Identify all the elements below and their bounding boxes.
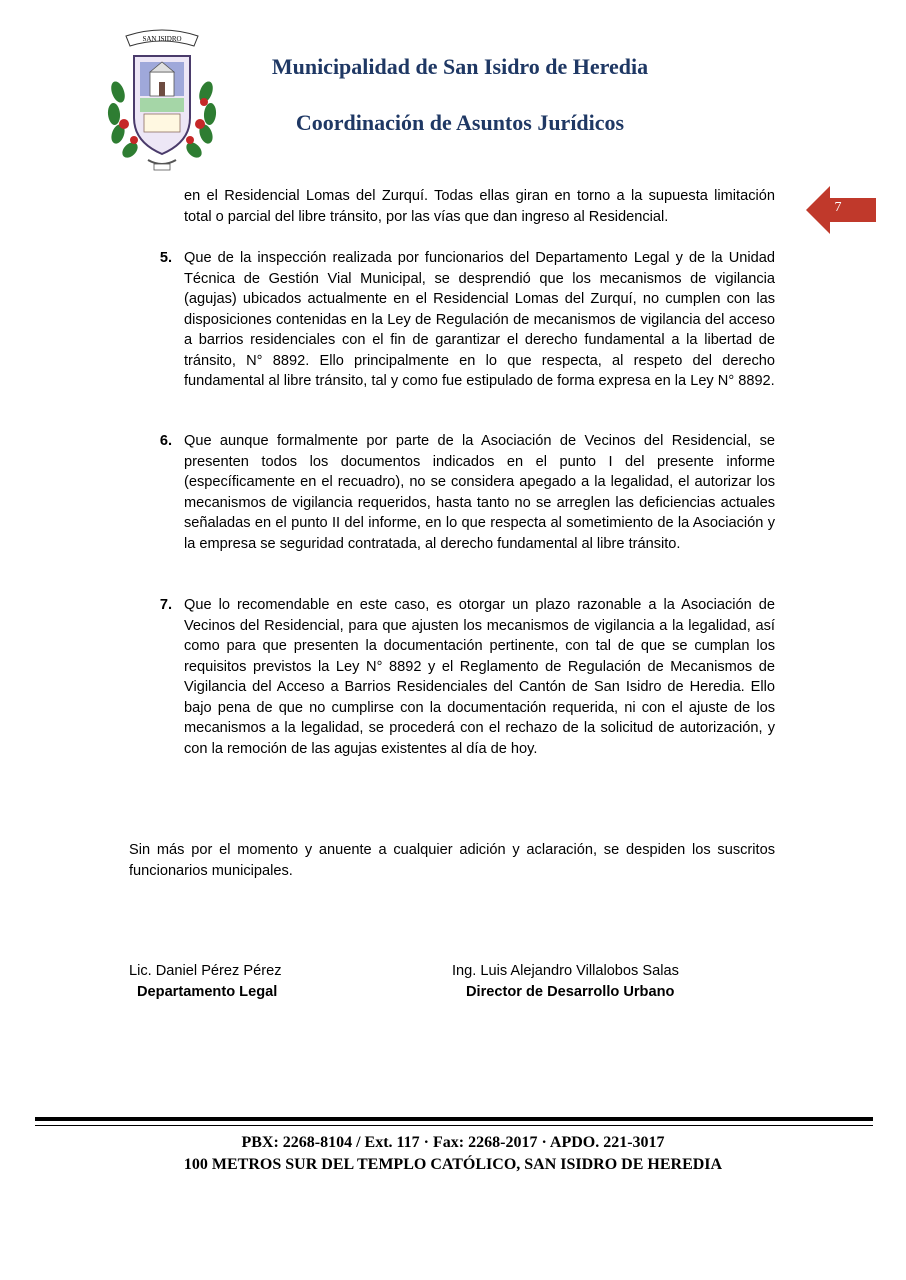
document-header-subtitle: Coordinación de Asuntos Jurídicos — [295, 110, 625, 135]
signatory-name: Ing. Luis Alejandro Villalobos Salas — [452, 963, 679, 979]
signature-block-legal — [129, 961, 282, 1003]
coat-of-arms-logo — [104, 22, 220, 174]
page-number: 7 — [834, 200, 842, 215]
list-item-text: Que de la inspección realizada por funcionarios del Departamento Legal y de la Unidad Técnica de Gestión Vial Municipal, se desprendió que los mecanismos de vigilancia (agujas) ubicados actualmente en el Residencial Lomas del Zurquí, no cumplen con las disposiciones contenidas en la Ley de Regulación de mecanismos de vigilancia del acceso a barrios residenciales con el fin de garantizar el derecho fundamental a la libertad de tránsito, N° 8892. Ello principalmente en lo que respecta, al respeto del derecho fundamental al libre tránsito, tal y como fue estipulado de forma expresa en la Ley N° 8892. — [184, 250, 775, 389]
list-item — [150, 248, 775, 392]
page-number-tab — [806, 186, 876, 234]
footer-address-line: 100 METROS SUR DEL TEMPLO CATÓLICO, SAN ISIDRO DE HEREDIA — [183, 1156, 723, 1173]
logo-banner-text: SAN ISIDRO — [142, 35, 182, 43]
footer-divider-thin — [35, 1125, 873, 1126]
signature-block-urban-development — [452, 961, 679, 1003]
closing-paragraph: Sin más por el momento y anuente a cualquier adición y aclaración, se despiden los suscritos funcionarios municipales. — [129, 842, 775, 879]
signatory-role: Departamento Legal — [137, 984, 278, 1000]
signatory-name: Lic. Daniel Pérez Pérez — [129, 963, 282, 979]
footer-divider-thick — [35, 1117, 873, 1121]
list-item-text: Que aunque formalmente por parte de la Asociación de Vecinos del Residencial, se presenten todos los documentos indicados en el punto I del presente informe (específicamente en el recuadro), no se considera apegado a la legalidad, el autorizar los mecanismos de vigilancia requeridos, hasta tanto no se arreglen las deficiencias actuales señaladas en el punto II del informe, en lo que respecta al sometimiento de la Asociación y la empresa se seguridad contratada, al derecho fundamental al libre tránsito. — [184, 433, 775, 552]
list-item-number: 6. — [159, 433, 172, 449]
list-item-number: 7. — [159, 597, 172, 613]
list-item-text: Que lo recomendable en este caso, es otorgar un plazo razonable a la Asociación de Vecinos del Residencial, para que ajusten los mecanismos de vigilancia a la legalidad, así como para que presenten la documentación pertinente, con tal de que se cumplan los requisitos previstos la Ley N° 8892 y el Reglamento de Regulación de Mecanismos de Vigilancia del Acceso a Barrios Residenciales del Cantón de San Isidro de Heredia. Ello bajo pena de que no cumplirse con la documentación requerida, ni con el ajuste de los mecanismos a la legalidad, se procederá con el rechazo de la solicitud de autorización, y con la remoción de las agujas existentes al día de hoy. — [184, 597, 775, 757]
continuation-paragraph: en el Residencial Lomas del Zurquí. Todas ellas giran en torno a la supuesta limitación total o parcial del libre tránsito, por las vías que dan ingreso al Residencial. — [184, 188, 775, 225]
list-item — [150, 595, 775, 759]
list-item — [150, 431, 775, 554]
footer-contact-line: PBX: 2268-8104 / Ext. 117 · Fax: 2268-2017 · APDO. 221-3017 — [241, 1134, 665, 1151]
document-header-title: Municipalidad de San Isidro de Heredia — [271, 54, 649, 79]
signatory-role: Director de Desarrollo Urbano — [466, 984, 675, 1000]
list-item-number: 5. — [159, 250, 172, 266]
